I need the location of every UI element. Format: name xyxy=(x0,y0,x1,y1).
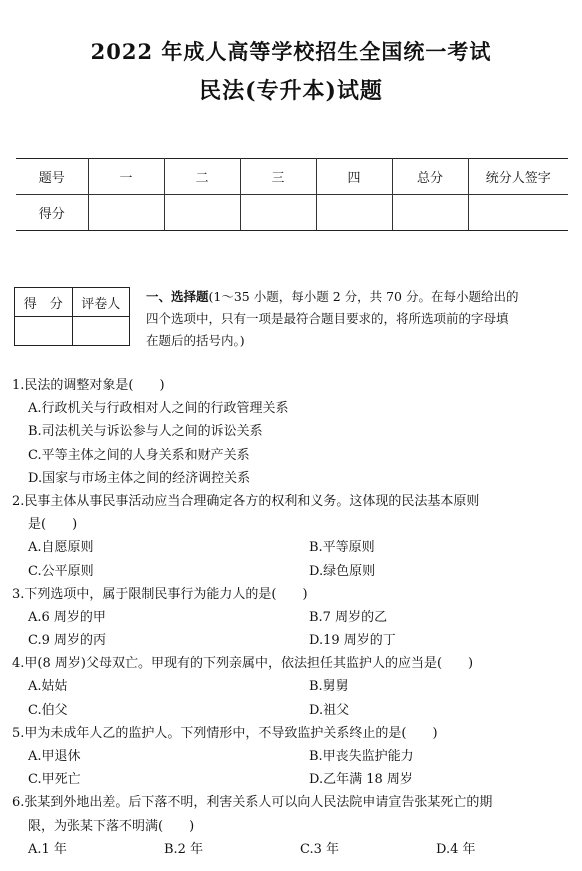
grader-box xyxy=(14,287,130,346)
question-list xyxy=(12,374,572,861)
cell-total: 总分 xyxy=(392,159,468,195)
question-1-option-d[interactable]: D.国家与市场主体之间的经济调控关系 xyxy=(28,470,251,486)
cell-section-1: 一 xyxy=(88,159,164,195)
grader-score-label: 得 分 xyxy=(15,288,73,317)
section-line-1: (1～35 小题，每小题 2 分，共 70 分。在每小题给出的 xyxy=(208,289,519,304)
question-5-option-d[interactable]: D.乙年满 18 周岁 xyxy=(309,772,413,788)
question-1-option-c[interactable]: C.平等主体之间的人身关系和财产关系 xyxy=(28,447,250,463)
score-input-1[interactable] xyxy=(88,195,164,231)
question-4-option-d[interactable]: D.祖父 xyxy=(309,702,350,718)
section-instructions xyxy=(146,286,571,352)
section-line-2: 四个选项中，只有一项是最符合题目要求的，将所选项前的字母填 xyxy=(146,311,509,326)
question-5-option-b[interactable]: B.甲丧失监护能力 xyxy=(309,749,414,764)
score-input-4[interactable] xyxy=(316,195,392,231)
score-table-header-row xyxy=(16,159,568,195)
question-3-option-a[interactable]: A.6 周岁的甲 xyxy=(28,609,106,625)
question-4-option-a[interactable]: A.姑姑 xyxy=(28,679,68,695)
score-input-2[interactable] xyxy=(164,195,240,231)
question-6-stem-line1: 6.张某到外地出差。后下落不明，利害关系人可以向人民法院申请宣告张某死亡的期 xyxy=(12,795,493,811)
grader-name-input[interactable] xyxy=(72,317,130,346)
section-heading: 一、选择题 xyxy=(146,289,209,304)
cell-section-4: 四 xyxy=(316,159,392,195)
score-table xyxy=(16,158,568,231)
question-5-option-a[interactable]: A.甲退休 xyxy=(28,749,81,764)
score-input-total[interactable] xyxy=(392,195,468,231)
exam-title: 2022 年成人高等学校招生全国统一考试 xyxy=(90,39,492,64)
question-2-stem-line1: 2.民事主体从事民事活动应当合理确定各方的权利和义务。这体现的民法基本原则 xyxy=(12,493,480,509)
question-4-option-b[interactable]: B.舅舅 xyxy=(309,679,349,695)
question-2-option-c[interactable]: C.公平原则 xyxy=(28,563,94,579)
signature-input[interactable] xyxy=(468,195,568,231)
question-2-stem-line2: 是( ) xyxy=(28,517,78,533)
score-table-score-row xyxy=(16,195,568,231)
question-3-option-c[interactable]: C.9 周岁的丙 xyxy=(28,633,107,649)
question-2-option-d[interactable]: D.绿色原则 xyxy=(309,563,376,579)
question-3-option-b[interactable]: B.7 周岁的乙 xyxy=(309,609,388,625)
cell-score-label: 得分 xyxy=(16,195,88,231)
question-2-option-b[interactable]: B.平等原则 xyxy=(309,540,375,556)
question-1-option-b[interactable]: B.司法机关与诉讼参与人之间的诉讼关系 xyxy=(28,424,263,440)
cell-question-no: 题号 xyxy=(16,159,88,195)
question-4-option-c[interactable]: C.伯父 xyxy=(28,702,68,718)
question-6-option-a[interactable]: A.1 年 xyxy=(28,841,67,857)
question-3-option-d[interactable]: D.19 周岁的丁 xyxy=(309,633,396,649)
question-5-option-c[interactable]: C.甲死亡 xyxy=(28,772,81,788)
exam-subtitle: 民法(专升本)试题 xyxy=(199,78,383,104)
section-line-3: 在题后的括号内。) xyxy=(146,333,245,348)
question-1-option-a[interactable]: A.行政机关与行政相对人之间的行政管理关系 xyxy=(28,401,289,417)
question-1-stem: 1.民法的调整对象是( ) xyxy=(12,378,165,393)
question-3-stem: 3.下列选项中，属于限制民事行为能力人的是( ) xyxy=(12,586,308,602)
question-4-stem: 4.甲(8 周岁)父母双亡。甲现有的下列亲属中，依法担任其监护人的应当是( ) xyxy=(12,656,474,672)
grader-score-input[interactable] xyxy=(15,317,73,346)
question-6-option-d[interactable]: D.4 年 xyxy=(436,841,476,857)
question-5-stem: 5.甲为未成年人乙的监护人。下列情形中，不导致监护关系终止的是( ) xyxy=(12,725,438,741)
question-2-option-a[interactable]: A.自愿原则 xyxy=(28,540,94,556)
cell-section-3: 三 xyxy=(240,159,316,195)
question-6-option-c[interactable]: C.3 年 xyxy=(300,841,340,857)
question-6-option-b[interactable]: B.2 年 xyxy=(164,841,204,857)
question-6-stem-line2: 限，为张某下落不明满( ) xyxy=(28,818,195,834)
grader-name-label: 评卷人 xyxy=(72,288,130,317)
cell-signature: 统分人签字 xyxy=(468,159,568,195)
score-input-3[interactable] xyxy=(240,195,316,231)
cell-section-2: 二 xyxy=(164,159,240,195)
